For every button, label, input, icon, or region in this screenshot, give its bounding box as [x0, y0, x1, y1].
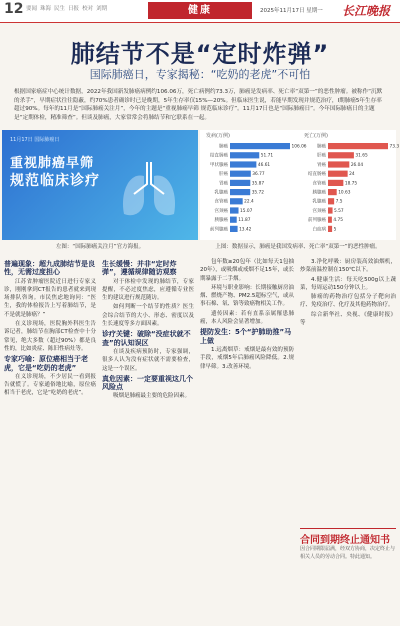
- nav-item[interactable]: 要闻: [26, 6, 38, 12]
- page-number: 12: [4, 1, 24, 17]
- category-label: 胃癌: [219, 181, 228, 187]
- bar: [328, 217, 332, 223]
- bar: [328, 143, 388, 149]
- category-label: 白血病: [312, 227, 326, 233]
- subheading: 生长缓慢：并非“定时炸弹”，遵循规律随访观察: [102, 260, 177, 277]
- poster-badge: 11月17日 国际肺癌日: [10, 137, 60, 143]
- subheading: 诊疗关键：破除“没症状就不查”的认知误区: [102, 330, 191, 347]
- data-label: 4.75: [333, 218, 343, 224]
- paragraph: 包年数≥20包年（比如每天1包抽20年），或吸烟或戒烟不足15年，或长期暴露于二手烟。: [200, 259, 294, 282]
- paragraph: 江苏省肿瘤医院近日进行专家义诊，刚刚拿到CT报告的患者就来到现场排队咨询。市民焦虑地询问：“医生，我的体检报告上写着肺结节，是不是就是肺癌？”: [4, 278, 96, 318]
- paragraph: 1.远离烟草：戒烟是最有效的预防手段，戒烟5年后肺癌风险降低。2.规律早筛。3.改善环境。: [200, 346, 294, 370]
- data-label: 5: [333, 227, 337, 233]
- paragraph: 如何判断一个结节的性质？医生会综合结节的大小、形态、密度以及生长速度等多方面因素。: [102, 304, 194, 328]
- bar: [230, 171, 251, 177]
- category-label: 肺癌: [317, 144, 326, 150]
- category-label: 乳腺癌: [312, 199, 326, 205]
- paragraph: 遗传因素：若有直系亲属罹患肺癌，本人风险会显著增加。: [200, 310, 294, 326]
- paragraph: 4.健康生活：每天吃500g以上蔬菜，每周运动150分钟以上。: [300, 276, 396, 291]
- paragraph: 环境与职业影响：长期接触厨房油烟、燃烧产物、PM2.5超标空气，或从事石棉、氡、铬等致癌物相关工作。: [200, 284, 294, 308]
- bar: [328, 152, 354, 158]
- bar-chart-svg: [200, 130, 400, 240]
- nav-item[interactable]: 刘期: [96, 6, 108, 12]
- paragraph: 吸烟是肺癌最主要的危险因素。: [113, 393, 191, 400]
- data-label: 18.75: [344, 181, 358, 187]
- category-label: 结直肠癌: [308, 172, 326, 178]
- data-label: 24: [349, 172, 355, 178]
- category-label: 结直肠癌: [210, 153, 228, 159]
- bar: [230, 217, 237, 223]
- data-label: 10.63: [338, 190, 351, 196]
- notice-title: 合同到期终止通知书: [300, 535, 390, 546]
- category-label: 食管癌: [312, 181, 326, 187]
- lung-cancer-day-poster: [2, 130, 198, 240]
- notice-box: [300, 528, 396, 623]
- article-subhead: 国际肺癌日，专家揭秘：“吃奶的老虎”不可怕: [89, 68, 311, 81]
- bar: [230, 198, 243, 204]
- bar: [230, 189, 250, 195]
- category-label: 肝癌: [317, 153, 326, 159]
- chart-caption: 上图：数据显示，肺癌是我国发病率、死亡率“双第一”的恶性肿瘤。: [215, 244, 381, 250]
- nav-item[interactable]: 日报: [68, 6, 80, 12]
- nav-item[interactable]: 校对: [82, 6, 94, 12]
- category-label: 甲状腺癌: [210, 162, 228, 168]
- paragraph: 在谈及疾病预防时，专家强调，很多人认为没有症状就不需要检查，这是一个误区。: [102, 348, 194, 372]
- masthead-bar: [0, 0, 400, 23]
- bar: [230, 152, 259, 158]
- category-label: 肺癌: [219, 144, 228, 150]
- article-lead: 根据国家癌症中心统计数据，2022年我国新发肺癌病例约106.06万，死亡病例约73.3万，肺癌是发病率、死亡率“双第一”的恶性肿瘤。被称作“沉默的杀手”，早期症状往往隐蔽，约70%患者确诊时已是晚期，5年生存率仅15%—20%。但临床医生说，若能早期发现并规范治疗，I期肺癌5年生存率超过90%。每年的11月是“国际肺癌关注月”，今年的主题是“重视肺癌早筛 规范临床诊疗”。11月17日也是“国际肺癌日”。今年国际肺癌日的主题是“定期体检，精准筛查”。但谈及肺癌，大家常常会将肺结节和它联系在一起。: [14, 89, 383, 121]
- chart-title-mortality: 死亡(万例): [304, 133, 328, 139]
- chart-title-incidence: 发病(万例): [206, 133, 230, 139]
- section-title: 健康: [148, 2, 252, 19]
- poster-title-2: 规范临床诊疗: [10, 173, 100, 189]
- data-label: 11.87: [238, 218, 251, 224]
- bar: [230, 143, 290, 149]
- data-label: 13.42: [239, 227, 252, 233]
- top-nav: [26, 4, 107, 12]
- bar: [230, 226, 238, 232]
- column-1: [4, 258, 96, 399]
- category-label: 乳腺癌: [214, 190, 228, 196]
- category-label: 胃癌: [317, 162, 326, 168]
- category-label: 肝癌: [219, 172, 228, 178]
- category-label: 前列腺癌: [210, 227, 228, 233]
- bar: [230, 207, 239, 213]
- paragraph: 肺癌的药物治疗包括分子靶向治疗、免疫治疗、化疗及其他药物治疗。: [300, 294, 396, 309]
- bar: [328, 189, 337, 195]
- data-label: 106.06: [291, 144, 307, 150]
- column-3: [200, 258, 294, 372]
- data-label: 26.04: [350, 162, 364, 168]
- column-4: [300, 258, 396, 328]
- poster-title-1: 重视肺癌早筛: [10, 156, 95, 171]
- paragraph: 在义诊现场，医院胸外科医生告诉记者，肺结节在胸部CT检查中十分常见，绝大多数（超过90%）都是良性的，比如炎症、陈旧性病灶等。: [4, 321, 96, 352]
- poster-caption: 左图：“国际肺癌关注月”官方海报。: [55, 244, 145, 250]
- paragraph: 对于体检中发现的肺结节，专家提醒，不必过度焦虑，应遵循专业医生的建议进行规范随访。: [102, 278, 194, 302]
- subheading: 真危因素：一定要重视这几个风险点: [102, 374, 193, 392]
- nav-item[interactable]: 民生: [54, 6, 66, 12]
- bar: [328, 198, 334, 204]
- data-label: 5.57: [334, 208, 344, 214]
- issue-date: 2025年11月17日 星期一: [260, 8, 323, 14]
- subheading: 普遍现象：超九成肺结节是良性，无需过度担心: [4, 260, 95, 277]
- subheading: 提防发生：5个“护肺助推”马上做: [200, 328, 292, 345]
- bar: [230, 180, 250, 186]
- category-label: 宫颈癌: [214, 208, 228, 214]
- category-label: 宫颈癌: [312, 208, 326, 214]
- bar: [328, 161, 349, 167]
- category-label: 胰腺癌: [312, 190, 326, 196]
- data-label: 35.87: [251, 181, 265, 187]
- newspaper-logo: 长江晚报: [342, 4, 391, 18]
- data-label: 15.07: [240, 208, 253, 214]
- bar: [328, 226, 332, 232]
- data-label: 36.77: [252, 172, 265, 178]
- bar: [328, 180, 343, 186]
- bar: [230, 161, 256, 167]
- bar: [328, 171, 348, 177]
- data-label: 46.61: [257, 162, 271, 168]
- data-label: 31.65: [355, 153, 368, 159]
- category-label: 胰腺癌: [214, 218, 228, 224]
- paragraph: 在义诊现场，不少居民一看到报告就慌了。专家通俗地比喻，原位癌相当于老虎，它是“吃奶的老虎”。: [4, 373, 96, 397]
- data-label: 73.3: [389, 144, 400, 150]
- nav-item[interactable]: 珠海: [40, 6, 52, 12]
- column-2: [102, 258, 194, 402]
- lungs-icon: [114, 154, 184, 224]
- category-label: 前列腺癌: [308, 218, 326, 224]
- source-credit: 综合新华社、央视、《健康时报》等: [300, 311, 396, 327]
- category-label: 食管癌: [214, 199, 228, 205]
- data-label: 22.4: [244, 199, 254, 205]
- data-label: 51.71: [260, 153, 274, 159]
- cancer-statistics-chart: [200, 130, 400, 240]
- notice-text: 因合同期限届满，经双方协商，决定终止与相关人员的劳动合同。特此通知。: [300, 546, 396, 560]
- data-label: 7.5: [335, 199, 343, 205]
- article-headline: 肺结节不是“定时炸弹”: [70, 40, 330, 68]
- paragraph: 3.净化呼吸：厨房装高效油烟机，炒菜前温控制在150℃以下。: [300, 259, 396, 274]
- data-label: 35.72: [251, 190, 265, 196]
- subheading: 专家巧喻：原位癌相当于老虎，它是“吃奶的老虎”: [4, 355, 88, 372]
- bar: [328, 207, 333, 213]
